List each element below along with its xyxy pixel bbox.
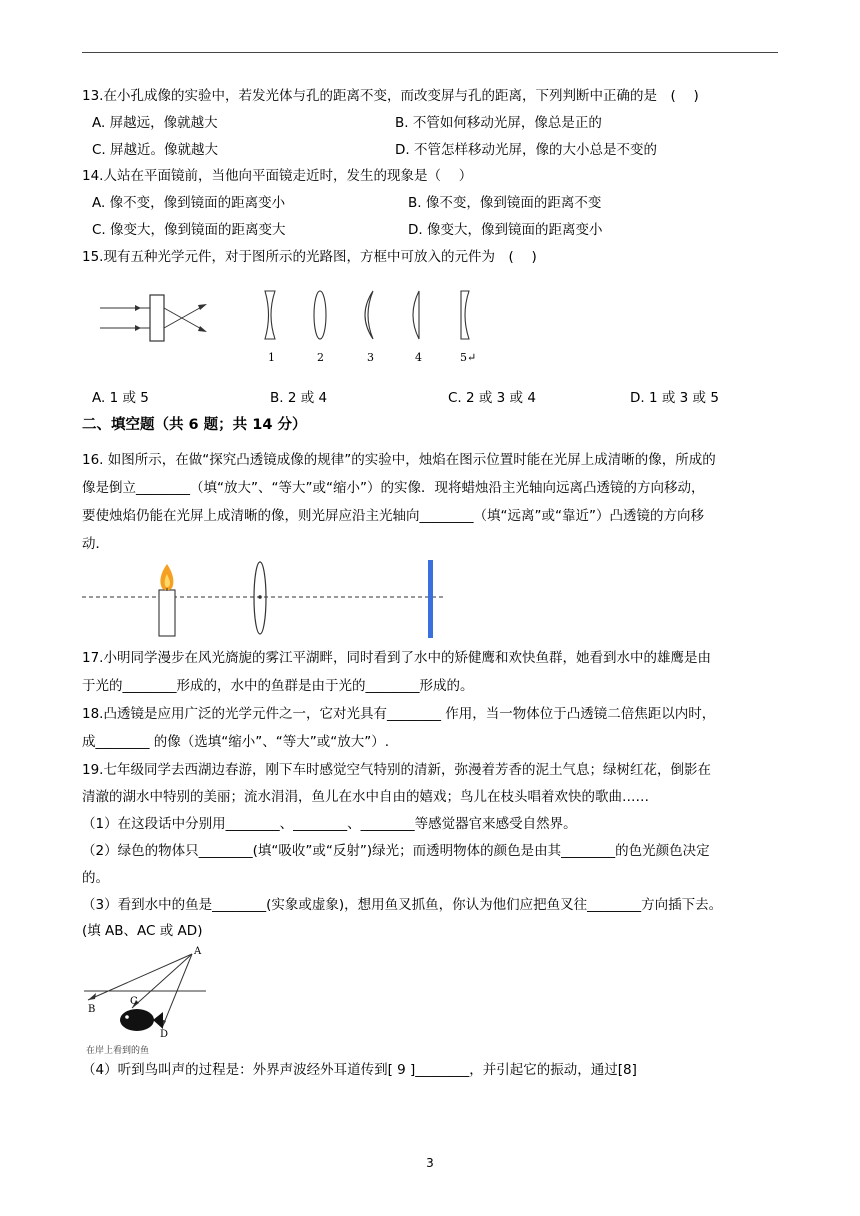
lens-4-plano-convex [413,291,419,339]
candle [159,590,175,636]
lens-label-2: 2 [317,351,324,364]
q16-line-3: 要使烛焰仍能在光屏上成清晰的像，则光屏应沿主光轴向________（填“远离”或“靠近”）凸透镜的方向移 [82,508,704,524]
lens-2-convex [314,291,326,339]
q16-candle-lens-screen-figure [82,560,452,642]
label-a: A [194,946,202,957]
label-d: D [160,1029,169,1040]
q17-line-2: 于光的________形成的，水中的鱼群是由于光的________形成的。 [82,678,474,694]
q16-line-1: 16. 如图所示，在做“探究凸透镜成像的规律”的实验中，烛焰在图示位置时能在光屏上成清晰的像，所成的 [82,452,716,468]
q13-option-b: B. 不管如何移动光屏，像总是正的 [395,115,602,131]
q19-part-3-line-1: （3）看到水中的鱼是________(实象或虚象)，想用鱼叉抓鱼，你认为他们应把鱼叉往________方向插下去。 [82,897,723,913]
q19-part-2-line-1: （2）绿色的物体只________(填“吸收”或“反射”)绿光；而透明物体的颜色是由其________的色光颜色决定 [82,843,710,859]
lens-1-concave [265,291,275,339]
q13-option-c: C. 屏越近。像就越大 [92,142,219,158]
section-title-fill-blank: 二、填空题（共 6 题；共 14 分） [82,417,307,433]
q18-line-2: 成________ 的像（选填“缩小”、“等大”或“放大”）. [82,734,390,750]
light-screen [428,560,433,638]
q15-lens-set-figure [255,287,495,367]
label-c: C [130,996,138,1007]
q15-option-c: C. 2 或 3 或 4 [448,390,536,406]
q13-option-a: A. 屏越远，像就越大 [92,115,218,131]
q14-option-b: B. 像不变，像到镜面的距离不变 [408,195,602,211]
q14-option-c: C. 像变大，像到镜面的距离变大 [92,222,286,238]
q15-light-path-figure [95,283,225,353]
q19-part-2-line-2: 的。 [82,870,109,886]
lens-label-4: 4 [415,351,422,364]
q15-option-b: B. 2 或 4 [270,390,328,406]
q19-line-1: 19.七年级同学去西湖边春游，刚下车时感觉空气特别的清新，弥漫着芳香的泥土气息；绿树红花，倒影在 [82,762,711,778]
q18-line-1: 18.凸透镜是应用广泛的光学元件之一，它对光具有________ 作用，当一物体位于凸透镜二倍焦距以内时， [82,706,716,722]
fish-tail [153,1012,163,1029]
q13-option-d: D. 不管怎样移动光屏，像的大小总是不变的 [395,142,657,158]
lens-label-1: 1 [268,351,275,364]
figure-caption: 在岸上看到的鱼 [86,1046,150,1056]
q16-line-4: 动． [82,536,109,552]
lens-5-plano-concave [461,291,469,339]
q19-part-1: （1）在这段话中分别用________、________、________等感觉器官来感受自然界。 [82,816,577,832]
lens-label-5: 5↵ [460,351,477,364]
q16-line-2: 像是倒立________（填“放大”、“等大”或“缩小”）的实像．现将蜡烛沿主光轴向远离凸透镜的方向移动， [82,480,705,496]
q19-part-4: （4）听到鸟叫声的过程是：外界声波经外耳道传到[ 9 ]________，并引起它的振动，通过[8] [82,1062,637,1078]
q14-option-a: A. 像不变，像到镜面的距离变小 [92,195,286,211]
q15-stem: 15.现有五种光学元件，对于图所示的光路图，方框中可放入的元件为 ( ) [82,249,537,265]
q19-line-2: 清澈的湖水中特别的美丽；流水涓涓，鱼儿在水中自由的嬉戏；鸟儿在枝头唱着欢快的歌曲…… [82,789,649,805]
q15-option-d: D. 1 或 3 或 5 [630,390,719,406]
q19-part-3-line-2: (填 AB、AC 或 AD) [82,923,203,939]
q13-stem: 13.在小孔成像的实验中，若发光体与孔的距离不变，而改变屏与孔的距离，下列判断中正确的是 ( ) [82,88,699,104]
lens-3-meniscus [365,291,373,339]
label-b: B [88,1004,96,1015]
header-rule [82,52,778,53]
page-number: 3 [426,1156,434,1170]
q14-option-d: D. 像变大，像到镜面的距离变小 [408,222,603,238]
lens-label-3: 3 [367,351,374,364]
fish-body [120,1009,154,1031]
q15-option-a: A. 1 或 5 [92,390,149,406]
q17-line-1: 17.小明同学漫步在风光旖旎的雾江平湖畔，同时看到了水中的矫健鹰和欢快鱼群，她看到水中的雄鹰是由 [82,650,711,666]
q14-stem: 14.人站在平面镜前，当他向平面镜走近时，发生的现象是（ ） [82,168,473,184]
q19-fish-refraction-figure [82,942,212,1058]
